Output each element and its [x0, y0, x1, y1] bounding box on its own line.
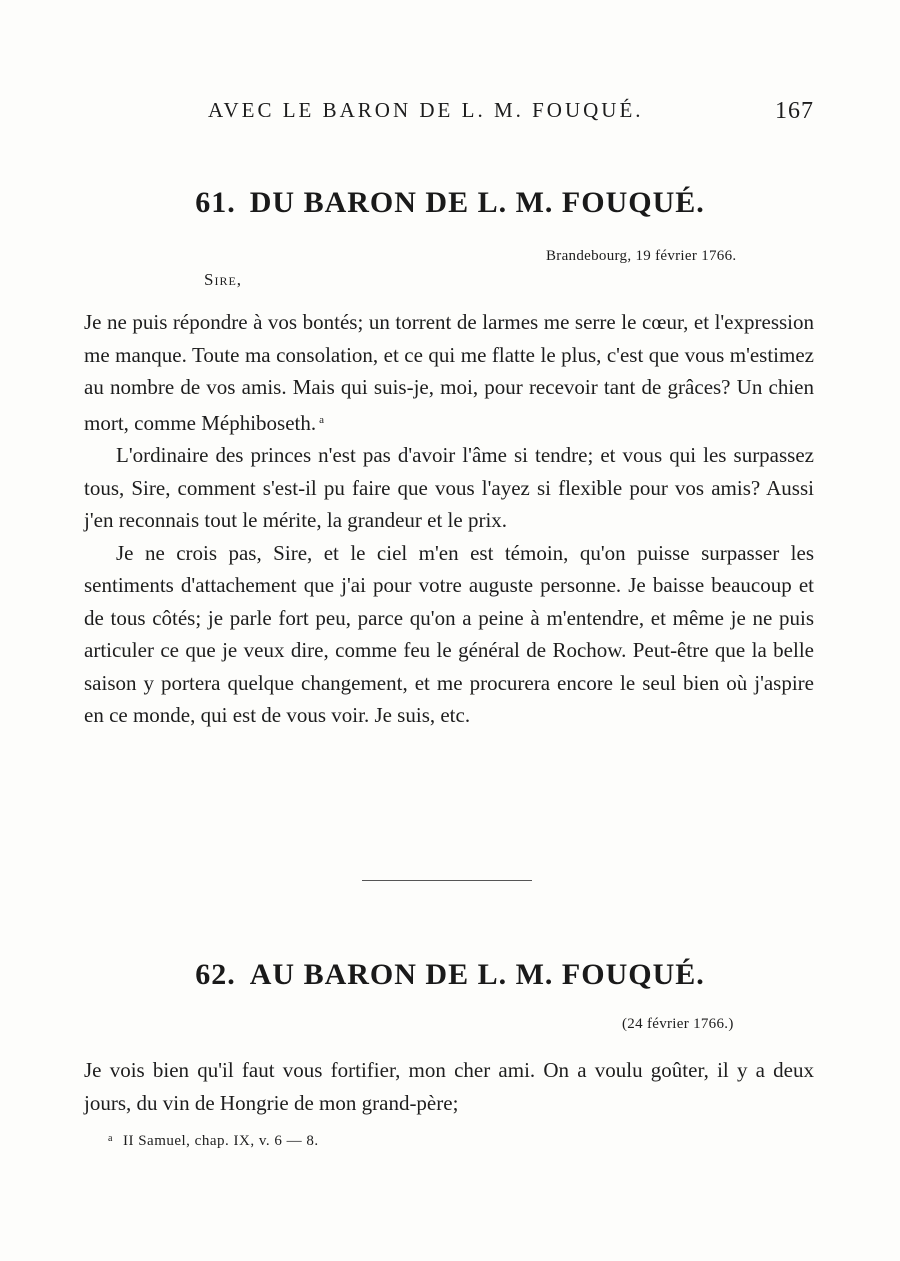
section-divider: [362, 880, 532, 881]
footnote-reference: a: [319, 413, 325, 426]
letter-61-paragraph-2: L'ordinaire des princes n'est pas d'avoir l'âme si tendre; et vous qui les surpassez tous, Sire, comment s'est-il pu faire que vous l'ayez si flexible pour vos amis? Aussi j'en reconnais tout le mérite, la grandeur et le prix.: [84, 443, 814, 532]
running-head-title: AVEC LE BARON DE L. M. FOUQUÉ.: [208, 98, 644, 122]
letter-61-title: DU BARON DE L. M. FOUQUÉ.: [249, 186, 705, 219]
letter-61-dateline: Brandebourg, 19 février 1766.: [546, 248, 737, 264]
letter-62-title: AU BARON DE L. M. FOUQUÉ.: [249, 958, 705, 991]
running-head: [0, 98, 900, 132]
letter-61-salutation: Sire,: [204, 270, 243, 289]
letter-61-number: 61.: [195, 186, 236, 219]
page-number: 167: [775, 98, 814, 124]
footnote: [108, 1133, 319, 1150]
letter-62-heading: [0, 958, 900, 992]
letter-62-paragraph-1: Je vois bien qu'il faut vous fortifier, mon cher ami. On a voulu goûter, il y a deux jours, du vin de Hongrie de mon grand-père;: [84, 1058, 814, 1115]
letter-61-paragraph-3: Je ne crois pas, Sire, et le ciel m'en est témoin, qu'on puisse surpasser les sentiments d'attachement que j'ai pour votre auguste personne. Je baisse beaucoup et de tous côtés; je parle fort peu, parce qu'on a peine à m'entendre, et même je ne puis articuler ce que je veux dire, comme feu le général de Rochow. Peut-être que la belle saison y portera quelque changement, et me procurera encore le seul bien où j'aspire en ce monde, qui est de vous voir. Je suis, etc.: [84, 540, 814, 727]
letter-62-dateline: (24 février 1766.): [622, 1016, 734, 1032]
letter-61-paragraph-1-text: Je ne puis répondre à vos bontés; un torrent de larmes me serre le cœur, et l'expression me manque. Toute ma consolation, et ce qui me flatte le plus, c'est que vous m'estimez au nombre de vos amis. Mais qui suis-je, moi, pour recevoir tant de grâces? Un chien mort, comme Méphiboseth.: [84, 310, 814, 435]
footnote-text: II Samuel, chap. IX, v. 6 — 8.: [122, 1133, 319, 1149]
footnote-mark: a: [108, 1133, 113, 1144]
letter-61-body: [84, 306, 814, 732]
letter-62-body: [84, 1054, 814, 1119]
letter-62-number: 62.: [195, 958, 236, 991]
letter-61-paragraph-1: [84, 306, 814, 439]
letter-61-heading: [0, 186, 900, 220]
